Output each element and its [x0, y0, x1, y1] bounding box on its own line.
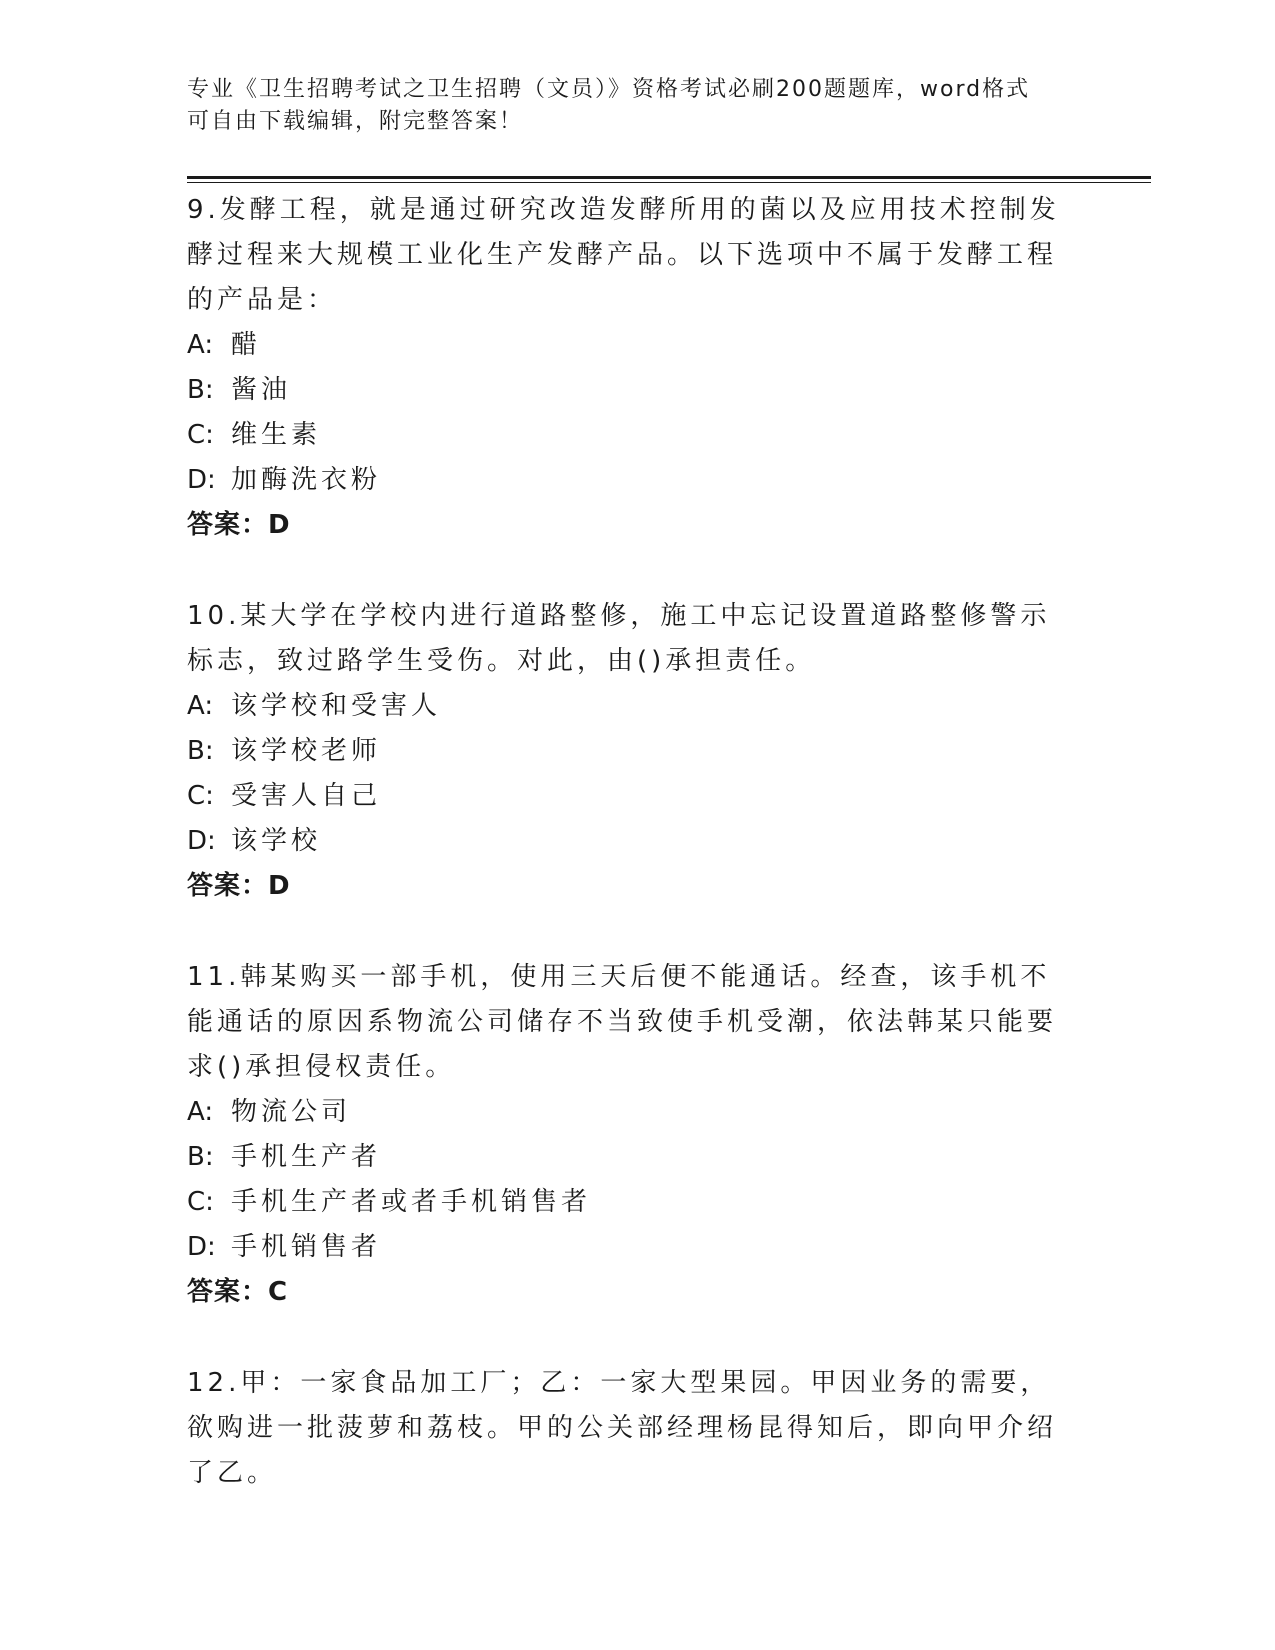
option-d — [187, 819, 1067, 864]
option-key: A: — [187, 691, 214, 721]
option-c — [187, 774, 1067, 819]
option-key: D: — [187, 465, 216, 495]
option-key: D: — [187, 1232, 216, 1262]
answer-line: 答案：C — [187, 1277, 289, 1307]
answer-line: 答案：D — [187, 510, 291, 540]
question-12 — [187, 1361, 1067, 1496]
header-line-2: 可自由下载编辑，附完整答案！ — [187, 109, 524, 134]
header-line-1: 专业《卫生招聘考试之卫生招聘（文员）》资格考试必刷200题题库，word格式 — [187, 77, 1031, 102]
option-text: 加酶洗衣粉 — [231, 465, 382, 495]
option-text: 醋 — [231, 330, 262, 360]
option-d — [187, 1225, 1067, 1270]
option-key: B: — [187, 736, 214, 766]
option-text: 手机生产者或者手机销售者 — [231, 1187, 592, 1217]
option-key: A: — [187, 330, 214, 360]
header-divider — [187, 176, 1151, 183]
option-key: C: — [187, 1187, 214, 1217]
answer-line: 答案：D — [187, 871, 291, 901]
option-text: 手机生产者 — [231, 1142, 382, 1172]
option-c — [187, 413, 1067, 458]
option-c — [187, 1180, 1067, 1225]
option-text: 物流公司 — [231, 1097, 352, 1127]
option-key: B: — [187, 375, 214, 405]
option-text: 酱油 — [231, 375, 292, 405]
option-d — [187, 458, 1067, 503]
question-10 — [187, 594, 1067, 909]
question-stem: 10.某大学在学校内进行道路整修，施工中忘记设置道路整修警示标志，致过路学生受伤。对此，由()承担责任。 — [187, 601, 1051, 676]
question-9 — [187, 188, 1067, 548]
option-key: B: — [187, 1142, 214, 1172]
option-b — [187, 729, 1067, 774]
option-key: C: — [187, 781, 214, 811]
question-11 — [187, 955, 1067, 1315]
option-a — [187, 1090, 1067, 1135]
option-a — [187, 684, 1067, 729]
question-stem: 11.韩某购买一部手机，使用三天后便不能通话。经查，该手机不能通话的原因系物流公司储存不当致使手机受潮，依法韩某只能要求()承担侵权责任。 — [187, 962, 1058, 1082]
option-b — [187, 368, 1067, 413]
option-key: D: — [187, 826, 216, 856]
document-header — [187, 74, 1067, 138]
option-text: 该学校 — [231, 826, 322, 856]
option-a — [187, 323, 1067, 368]
option-key: C: — [187, 420, 214, 450]
question-list — [187, 188, 1067, 1542]
question-stem: 12.甲：一家食品加工厂；乙：一家大型果园。甲因业务的需要，欲购进一批菠萝和荔枝。甲的公关部经理杨昆得知后，即向甲介绍了乙。 — [187, 1368, 1058, 1488]
option-text: 该学校老师 — [231, 736, 382, 766]
option-key: A: — [187, 1097, 214, 1127]
option-text: 受害人自己 — [231, 781, 382, 811]
option-text: 手机销售者 — [231, 1232, 382, 1262]
option-text: 维生素 — [231, 420, 322, 450]
option-text: 该学校和受害人 — [231, 691, 442, 721]
question-stem: 9.发酵工程，就是通过研究改造发酵所用的菌以及应用技术控制发酵过程来大规模工业化生产发酵产品。以下选项中不属于发酵工程的产品是： — [187, 195, 1060, 315]
option-b — [187, 1135, 1067, 1180]
